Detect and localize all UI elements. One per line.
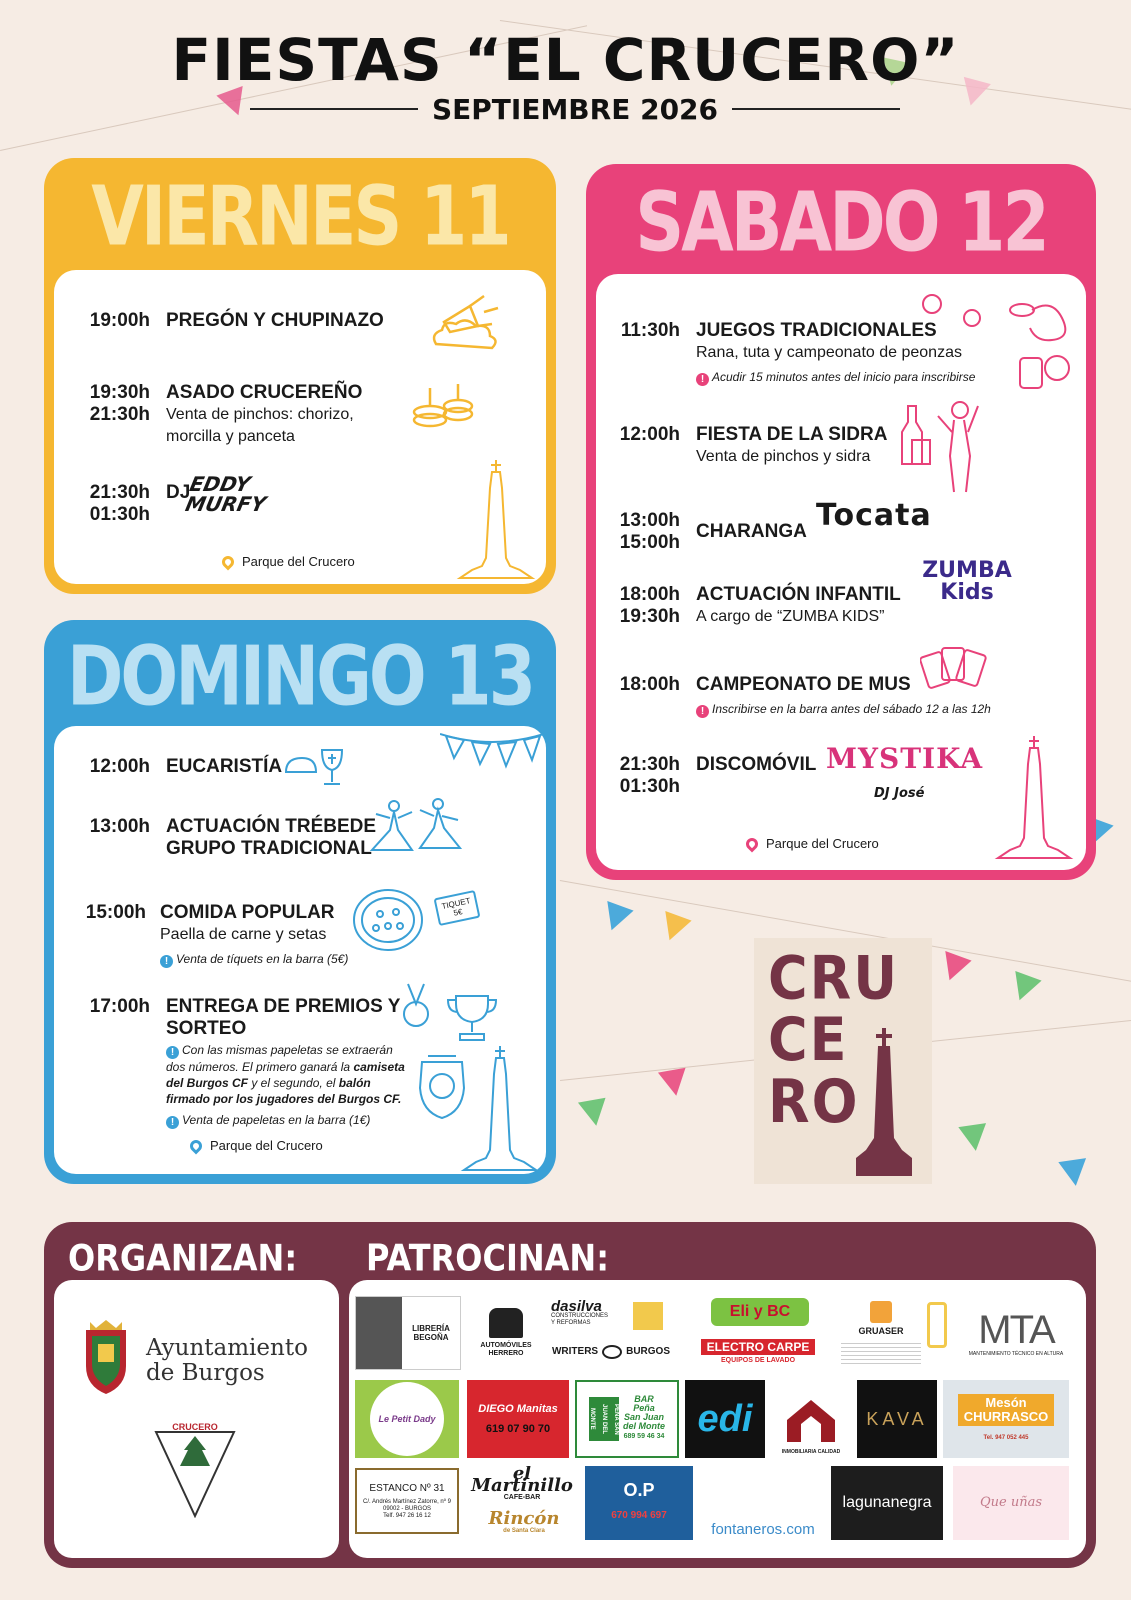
warning-icon: ! <box>696 705 709 718</box>
dasilva-mark-icon <box>633 1302 663 1330</box>
event-desc: Paella de carne y setas <box>160 926 327 943</box>
patrocinan-heading: PATROCINAN: <box>366 1236 609 1280</box>
sponsor-label: ELECTRO CARPE <box>701 1339 816 1355</box>
sponsor-eli-bc <box>711 1298 809 1326</box>
sponsor-writers-burgos <box>549 1342 673 1362</box>
plug-icon <box>927 1302 947 1348</box>
sponsor-label: DIEGO Manitas <box>478 1403 558 1415</box>
sponsor-diego-manitas <box>467 1380 569 1458</box>
event-note <box>166 1109 406 1131</box>
event-note <box>160 948 348 970</box>
sponsor-label: BAR Peña San Juan del Monte <box>623 1394 665 1431</box>
sponsor-label: WRITERS <box>551 1346 599 1357</box>
event-name: EUCARISTÍA <box>166 756 283 777</box>
page-title: FIESTAS “EL CRUCERO” <box>171 26 960 94</box>
saturday-panel <box>586 164 1096 880</box>
sponsor-label: fontaneros.com <box>711 1521 815 1536</box>
crucero-logo-text: CRU CE RO <box>768 943 900 1137</box>
organizers-box <box>54 1280 339 1558</box>
decor-flag <box>578 1098 610 1128</box>
event-name: CHARANGA <box>696 521 807 542</box>
ticket-label: TIQUET 5€ <box>440 896 472 918</box>
crucero-badge-icon <box>154 1426 236 1518</box>
sponsor-small-print <box>841 1340 921 1366</box>
event-charanga <box>596 510 807 554</box>
sponsor-sub: Tel. 947 052 445 <box>983 1435 1029 1441</box>
decor-flag <box>656 911 691 945</box>
van-icon <box>489 1308 523 1338</box>
sponsor-sub: CONSTRUCCIONES Y REFORMAS <box>551 1313 609 1326</box>
sidra-icon <box>898 396 988 496</box>
sponsor-kava <box>857 1380 937 1458</box>
sponsor-meson-churrasco <box>943 1380 1069 1458</box>
event-time: 12:00h <box>89 756 150 777</box>
event-time: 18:00h 19:30h <box>619 584 680 627</box>
sponsor-label: KAVA <box>866 1409 928 1429</box>
dancers-icon <box>368 796 468 868</box>
sponsor-label: MTA <box>978 1308 1054 1352</box>
sponsor-estanco-31 <box>355 1468 459 1534</box>
page-subtitle: SEPTIEMBRE 2026 <box>431 92 719 126</box>
sponsor-el-martinillo <box>467 1466 577 1506</box>
zumba-kids-logo: ZUMBA Kids <box>922 558 1012 605</box>
event-sidra <box>596 424 887 468</box>
bread-chalice-icon <box>282 744 346 790</box>
sponsor-mta <box>955 1302 1077 1364</box>
note-text: Acudir 15 minutos antes del inicio para inscribirse <box>712 370 976 384</box>
sponsor-label: GRUASER <box>858 1325 904 1336</box>
warning-icon: ! <box>166 1116 179 1129</box>
warning-icon: ! <box>166 1046 179 1059</box>
mystika-logo: MYSTIKA <box>826 742 984 775</box>
crucero-tower-icon <box>454 458 538 580</box>
event-name: JUEGOS TRADICIONALES <box>696 320 937 341</box>
sponsor-fontaneros-com <box>703 1470 823 1536</box>
juegos-icon <box>912 288 1082 398</box>
event-time: 21:30h 01:30h <box>89 482 150 525</box>
crucero-tower-icon <box>992 734 1076 860</box>
event-dj <box>66 482 190 526</box>
event-infantil <box>596 584 901 628</box>
sponsor-sub: BURGOS <box>626 1346 670 1357</box>
crucero-tower-icon <box>852 1028 916 1178</box>
house-icon <box>783 1396 839 1446</box>
tocata-logo: Tocata <box>816 498 932 533</box>
burgos-coat-of-arms-icon <box>80 1316 132 1396</box>
cards-icon <box>920 640 990 694</box>
event-comida <box>66 902 348 970</box>
sponsor-libreria-begona <box>355 1296 461 1370</box>
decor-flag <box>598 901 633 935</box>
location-pin-icon <box>188 1137 205 1154</box>
sponsor-label: edi <box>697 1398 753 1440</box>
event-name: COMIDA POPULAR <box>160 902 335 923</box>
location-label: Parque del Crucero <box>210 1138 323 1153</box>
sponsor-sub: de Santa Clara <box>503 1528 545 1534</box>
sponsor-le-petit-dady <box>355 1380 459 1458</box>
sponsor-label: Le Petit Dady <box>378 1414 436 1424</box>
crucero-logo <box>754 938 932 1184</box>
sponsor-sub: EQUIPOS DE LAVADO <box>720 1357 796 1364</box>
friday-panel <box>44 158 556 594</box>
warning-icon: ! <box>160 955 173 968</box>
saturday-schedule <box>596 274 1086 870</box>
medal-trophy-icon <box>394 982 504 1046</box>
sponsor-label: Rincón <box>488 1508 560 1529</box>
sponsor-pena-san-juan <box>575 1380 679 1458</box>
friday-location <box>222 554 355 569</box>
sponsor-label: Eli y BC <box>729 1303 791 1320</box>
event-pregon <box>66 310 384 332</box>
decor-flag <box>658 1068 690 1098</box>
decor-flag <box>958 1123 989 1153</box>
note-text: Con las mismas papeletas se extraerán dos números. El primero ganará la <box>166 1043 393 1074</box>
event-time: 17:00h <box>89 996 150 1017</box>
event-time: 13:00h 15:00h <box>619 510 680 553</box>
divider <box>732 108 900 110</box>
decor-flag <box>1058 1158 1089 1188</box>
sponsor-automoviles-herrero <box>469 1296 543 1370</box>
sponsor-electro-carpe <box>693 1336 823 1370</box>
event-premios <box>66 996 406 1131</box>
event-desc: Rana, tuta y campeonato de peonzas <box>696 344 962 361</box>
event-name: DJ <box>166 482 191 503</box>
event-trebede <box>66 816 376 860</box>
event-time: 15:00h <box>85 902 146 923</box>
friday-schedule <box>54 270 546 584</box>
sponsor-sub: C/. Andrés Martínez Zatorre, nº 9 09002 - BURGOS Telf. 947 26 16 12 <box>363 1498 451 1519</box>
sponsor-label: PEÑA SAN JUAN DEL MONTE <box>589 1403 619 1435</box>
event-desc: A cargo de “ZUMBA KIDS” <box>696 608 885 625</box>
event-name: ENTREGA DE PREMIOS Y SORTEO <box>166 996 401 1039</box>
sponsor-label: ESTANCO Nº 31 <box>369 1482 445 1494</box>
event-time: 21:30h 01:30h <box>619 754 680 797</box>
sponsor-label: INMOBILIARIA CALIDAD <box>781 1449 841 1455</box>
sponsor-que-unas <box>953 1466 1069 1540</box>
note-text: Venta de tíquets en la barra (5€) <box>176 952 349 966</box>
event-time: 13:00h <box>89 816 150 837</box>
note-text: Inscribirse en la barra antes del sábado 12 a las 12h <box>712 702 991 716</box>
saturday-location <box>746 836 879 851</box>
sponsor-sub: 670 994 697 <box>611 1510 667 1521</box>
writers-mark-icon <box>602 1345 622 1359</box>
event-name: DISCOMÓVIL <box>696 754 817 775</box>
decor-flag <box>1006 971 1041 1005</box>
location-pin-icon <box>744 835 761 852</box>
sponsor-label: LIBRERÍA BEGOÑA <box>412 1324 450 1342</box>
sponsors-section <box>44 1222 1096 1568</box>
sunday-schedule <box>54 726 546 1174</box>
sponsor-label: Que uñas <box>979 1495 1043 1510</box>
megaphone-icon <box>426 286 506 362</box>
sponsor-label: dasilva <box>551 1298 602 1315</box>
warning-icon: ! <box>696 373 709 386</box>
event-name: ASADO CRUCEREÑO <box>166 382 363 403</box>
sponsor-sub: MANTENIMIENTO TÉCNICO EN ALTURA <box>968 1351 1064 1357</box>
sunday-location <box>190 1138 323 1153</box>
sponsor-op-fontaneria <box>585 1466 693 1540</box>
note-bold: camiseta del Burgos CF <box>166 1060 405 1090</box>
event-time: 11:30h <box>620 320 680 341</box>
dj-eddy-murfy-logo: EDDY MURFY <box>183 472 269 516</box>
note-text: y el segundo, el <box>248 1076 339 1090</box>
crucero-tower-icon <box>458 1044 542 1172</box>
ayuntamiento-burgos-label: Ayuntamiento de Burgos <box>146 1335 308 1386</box>
saturday-day-title: SABADO 12 <box>635 176 1047 271</box>
event-time: 19:30h 21:30h <box>89 382 150 425</box>
event-eucaristia <box>66 756 282 778</box>
decor-flag <box>936 951 971 985</box>
sponsor-gruaser <box>833 1296 929 1370</box>
sponsor-label: el Martinillo <box>471 1466 573 1496</box>
location-label: Parque del Crucero <box>242 554 355 569</box>
sponsors-box <box>349 1280 1086 1558</box>
sponsor-inmobiliaria-calidad <box>771 1380 851 1458</box>
event-time: 19:00h <box>89 310 150 331</box>
note-bold: balón firmado por los jugadores del Burgos CF. <box>166 1076 402 1106</box>
pinchos-icon <box>410 380 480 436</box>
divider <box>250 108 418 110</box>
location-pin-icon <box>220 553 237 570</box>
sponsor-label: lagunanegra <box>842 1494 932 1511</box>
sponsor-label: AUTOMÓVILES HERRERO <box>480 1342 532 1357</box>
event-note <box>696 698 991 720</box>
friday-day-title: VIERNES 11 <box>91 170 509 265</box>
dj-jose-logo: DJ José <box>874 786 925 801</box>
sponsor-rincon-santa-clara <box>479 1508 569 1542</box>
sponsor-sub: 619 07 90 70 <box>485 1423 551 1435</box>
sunday-day-title: DOMINGO 13 <box>66 630 534 725</box>
sponsor-sub: CAFE-BAR <box>503 1494 541 1501</box>
sponsor-laguna-negra <box>831 1466 943 1540</box>
sponsor-label: O.P <box>623 1480 655 1500</box>
gruaser-mark-icon <box>870 1301 892 1323</box>
event-discomovil <box>596 754 816 798</box>
organizan-heading: ORGANIZAN: <box>68 1236 298 1280</box>
event-desc: Venta de pinchos y sidra <box>696 448 871 465</box>
note-text: Venta de papeletas en la barra (1€) <box>182 1113 371 1127</box>
event-time: 18:00h <box>619 674 680 695</box>
event-name: ACTUACIÓN TRÉBEDE GRUPO TRADICIONAL <box>166 816 377 859</box>
location-label: Parque del Crucero <box>766 836 879 851</box>
subtitle-row <box>250 92 900 126</box>
event-name: CAMPEONATO DE MUS <box>696 674 911 695</box>
ticket-icon <box>434 890 481 926</box>
bunting-icon <box>440 728 544 772</box>
sponsor-sub: 689 59 46 34 <box>623 1433 665 1440</box>
event-asado <box>66 382 362 448</box>
shop-photo <box>356 1297 402 1369</box>
sponsor-edi <box>685 1380 765 1458</box>
crucero-badge-label: CRUCERO <box>172 1422 218 1432</box>
event-name: FIESTA DE LA SIDRA <box>696 424 888 445</box>
event-note <box>166 1042 406 1107</box>
paella-icon <box>346 884 430 958</box>
petit-dady-badge <box>370 1382 444 1456</box>
sponsor-label: Mesón CHURRASCO <box>958 1394 1055 1426</box>
event-name: PREGÓN Y CHUPINAZO <box>166 310 384 331</box>
sunday-panel <box>44 620 556 1184</box>
pena-crest-icon <box>589 1397 619 1441</box>
event-name: ACTUACIÓN INFANTIL <box>696 584 901 605</box>
event-time: 12:00h <box>619 424 680 445</box>
pena-bar-text <box>623 1395 665 1443</box>
event-desc: Venta de pinchos: chorizo, morcilla y panceta <box>166 406 354 445</box>
crucero-badge <box>154 1422 236 1518</box>
